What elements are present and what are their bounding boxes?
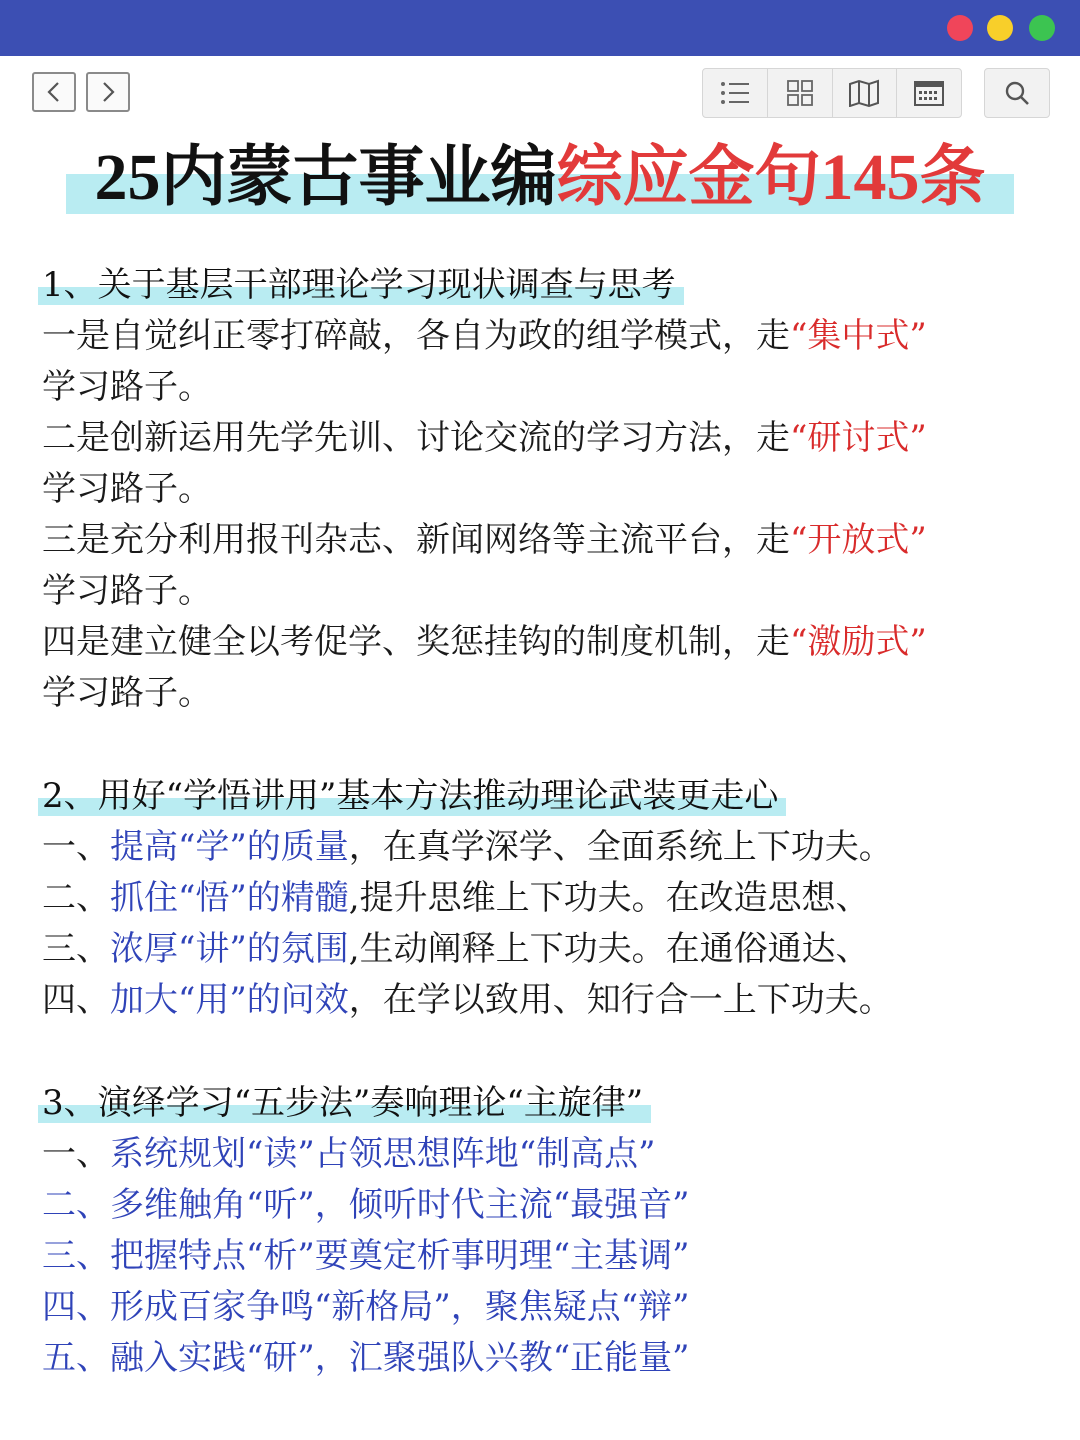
- text-line: 四、形成百家争鸣“新格局”，聚焦疑点“辩”: [42, 1287, 690, 1327]
- section-heading: 2、用好“学悟讲用”基本方法推动理论武装更走心: [42, 771, 786, 822]
- list-icon: [720, 80, 750, 106]
- section-1: [42, 260, 1052, 719]
- text-line: 五、融入实践“研”，汇聚强队兴教“正能量”: [42, 1338, 690, 1378]
- back-button[interactable]: [32, 72, 76, 112]
- window-title-bar: [0, 0, 1080, 56]
- calendar-view-button[interactable]: [897, 69, 961, 117]
- chevron-left-icon: [44, 80, 64, 104]
- text-line: 三、浓厚“讲”的氛围,生动阐释上下功夫。在通俗通达、: [42, 929, 870, 969]
- grid-icon: [786, 79, 814, 107]
- minimize-window-button[interactable]: [987, 15, 1013, 41]
- text-line: 学习路子。: [42, 469, 212, 509]
- section-gap: [42, 719, 1052, 771]
- title-block: [0, 136, 1080, 226]
- forward-button[interactable]: [86, 72, 130, 112]
- text-line: 二、多维触角“听”，倾听时代主流“最强音”: [42, 1185, 690, 1225]
- text-line: 学习路子。: [42, 367, 212, 407]
- text-line: 学习路子。: [42, 571, 212, 611]
- maximize-window-button[interactable]: [1029, 15, 1055, 41]
- text-line: 一是自觉纠正零打碎敲，各自为政的组学模式，走“集中式”: [42, 316, 927, 356]
- title-part-black: 25内蒙古事业编: [94, 141, 557, 214]
- search-icon: [1003, 79, 1031, 107]
- text-line: 一、提高“学”的质量，在真学深学、全面系统上下功夫。: [42, 827, 893, 867]
- page-title: [0, 136, 1080, 220]
- view-mode-group: [702, 68, 962, 118]
- document-content: [42, 260, 1052, 1384]
- map-icon: [848, 79, 880, 107]
- map-view-button[interactable]: [833, 69, 898, 117]
- section-heading: 3、演绎学习“五步法”奏响理论“主旋律”: [42, 1078, 651, 1129]
- grid-view-button[interactable]: [768, 69, 833, 117]
- text-line: 二是创新运用先学先训、讨论交流的学习方法，走“研讨式”: [42, 418, 927, 458]
- calendar-icon: [913, 79, 945, 107]
- close-window-button[interactable]: [947, 15, 973, 41]
- text-line: 二、抓住“悟”的精髓,提升思维上下功夫。在改造思想、: [42, 878, 870, 918]
- text-line: 一、系统规划“读”占领思想阵地“制高点”: [42, 1134, 656, 1174]
- title-part-red: 综应金句145条: [556, 141, 986, 214]
- section-2: [42, 771, 1052, 1026]
- toolbar: [0, 56, 1080, 124]
- text-line: 学习路子。: [42, 673, 212, 713]
- text-line: 四、加大“用”的问效，在学以致用、知行合一上下功夫。: [42, 980, 893, 1020]
- section-gap: [42, 1026, 1052, 1078]
- search-button[interactable]: [984, 68, 1050, 118]
- chevron-right-icon: [98, 80, 118, 104]
- section-3: [42, 1078, 1052, 1384]
- text-line: 四是建立健全以考促学、奖惩挂钩的制度机制，走“激励式”: [42, 622, 927, 662]
- text-line: 三是充分利用报刊杂志、新闻网络等主流平台，走“开放式”: [42, 520, 927, 560]
- text-line: 三、把握特点“析”要奠定析事明理“主基调”: [42, 1236, 690, 1276]
- section-heading: 1、关于基层干部理论学习现状调查与思考: [42, 260, 684, 311]
- list-view-button[interactable]: [703, 69, 768, 117]
